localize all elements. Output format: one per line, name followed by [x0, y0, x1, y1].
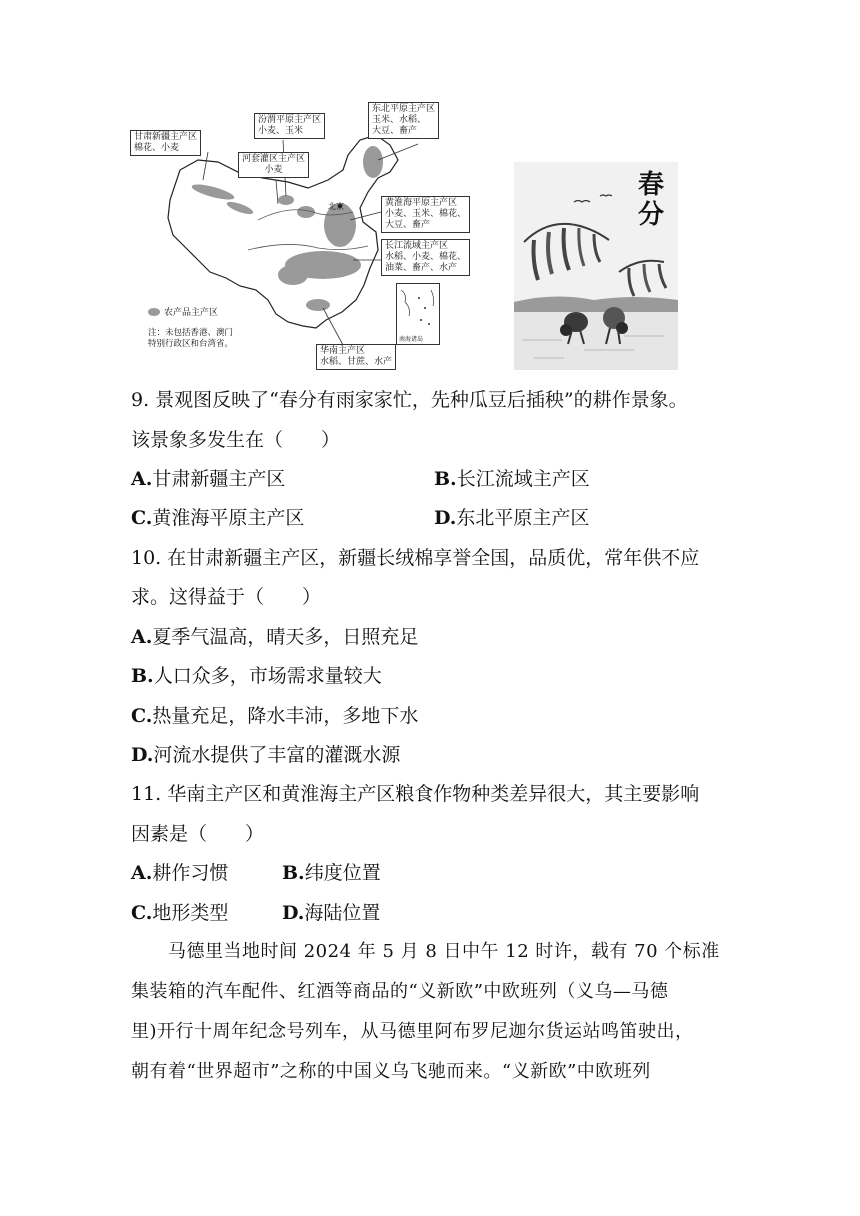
q10-option-b[interactable]: B.人口众多，市场需求量较大 — [131, 665, 382, 687]
q9-stem-line2: 该景象多发生在（ ） — [131, 429, 341, 451]
q11-option-c[interactable]: C.地形类型 — [131, 902, 229, 924]
label-huanghuaihai: 黄淮海平原主产区 小麦、玉米、棉花、 大豆、畜产 — [381, 196, 470, 233]
q10-option-c[interactable]: C.热量充足，降水丰沛，多地下水 — [131, 705, 419, 727]
q9-option-c[interactable]: C.黄淮海平原主产区 — [131, 507, 305, 529]
q9-option-d[interactable]: D.东北平原主产区 — [434, 507, 590, 529]
label-hetao: 河套灌区主产区 小麦 — [238, 152, 309, 178]
map-legend — [148, 305, 218, 318]
q10-stem-line2: 求。这得益于（ ） — [131, 586, 322, 608]
inset-islands — [397, 284, 439, 334]
art-title: 春 分 — [638, 170, 665, 230]
q10-option-a[interactable]: A.夏季气温高，晴天多，日照充足 — [131, 626, 419, 648]
q9-option-a[interactable]: A.甘肃新疆主产区 — [131, 468, 286, 490]
q11-option-b[interactable]: B.纬度位置 — [282, 862, 381, 884]
spring-equinox-illustration — [514, 162, 678, 370]
agricultural-regions-map — [128, 100, 478, 370]
passage-line-3: 里)开行十周年纪念号列车，从马德里阿布罗尼迦尔货运站鸣笛驶出， — [131, 1021, 694, 1042]
legend-swatch — [148, 308, 160, 316]
q9-stem-line1: 9. 景观图反映了“春分有雨家家忙，先种瓜豆后插秧”的耕作景象。 — [131, 389, 688, 411]
label-changjiang: 长江流域主产区 水稻、小麦、棉花、 油菜、畜产、水产 — [381, 239, 470, 276]
q11-option-d[interactable]: D.海陆位置 — [282, 902, 381, 924]
map-note: 注：未包括香港、澳门 特别行政区和台湾省。 — [148, 328, 234, 349]
q10-stem-line1: 10. 在甘肃新疆主产区，新疆长绒棉享誉全国，品质优，常年供不应 — [131, 547, 700, 569]
q11-stem-line2: 因素是（ ） — [131, 823, 265, 845]
passage-line-2: 集装箱的汽车配件、红酒等商品的“义新欧”中欧班列（义乌—马德 — [131, 981, 669, 1002]
label-fenwei: 汾渭平原主产区 小麦、玉米 — [254, 113, 325, 139]
passage-line-4: 朝有着“世界超市”之称的中国义乌飞驰而来。“义新欧”中欧班列 — [131, 1061, 651, 1082]
label-huanan: 华南主产区 水稻、甘蔗、水产 — [316, 344, 396, 370]
south-sea-inset: 南海诸岛 — [396, 283, 440, 345]
passage-line-1: 马德里当地时间 2024 年 5 月 8 日中午 12 时许，载有 70 个标准 — [168, 941, 720, 962]
label-gansu-xinjiang: 甘肃新疆主产区 棉花、小麦 — [130, 130, 201, 156]
q9-option-b[interactable]: B.长江流域主产区 — [434, 468, 590, 490]
label-dongbei: 东北平原主产区 玉米、水稻、 大豆、畜产 — [368, 102, 439, 139]
q10-option-d[interactable]: D.河流水提供了丰富的灌溉水源 — [131, 744, 401, 766]
q11-option-a[interactable]: A.耕作习惯 — [131, 862, 229, 884]
q11-stem-line1: 11. 华南主产区和黄淮海主产区粮食作物种类差异很大，其主要影响 — [131, 783, 700, 805]
capital-label: 北京 — [328, 202, 344, 211]
legend-label: 农产品主产区 — [164, 308, 219, 318]
